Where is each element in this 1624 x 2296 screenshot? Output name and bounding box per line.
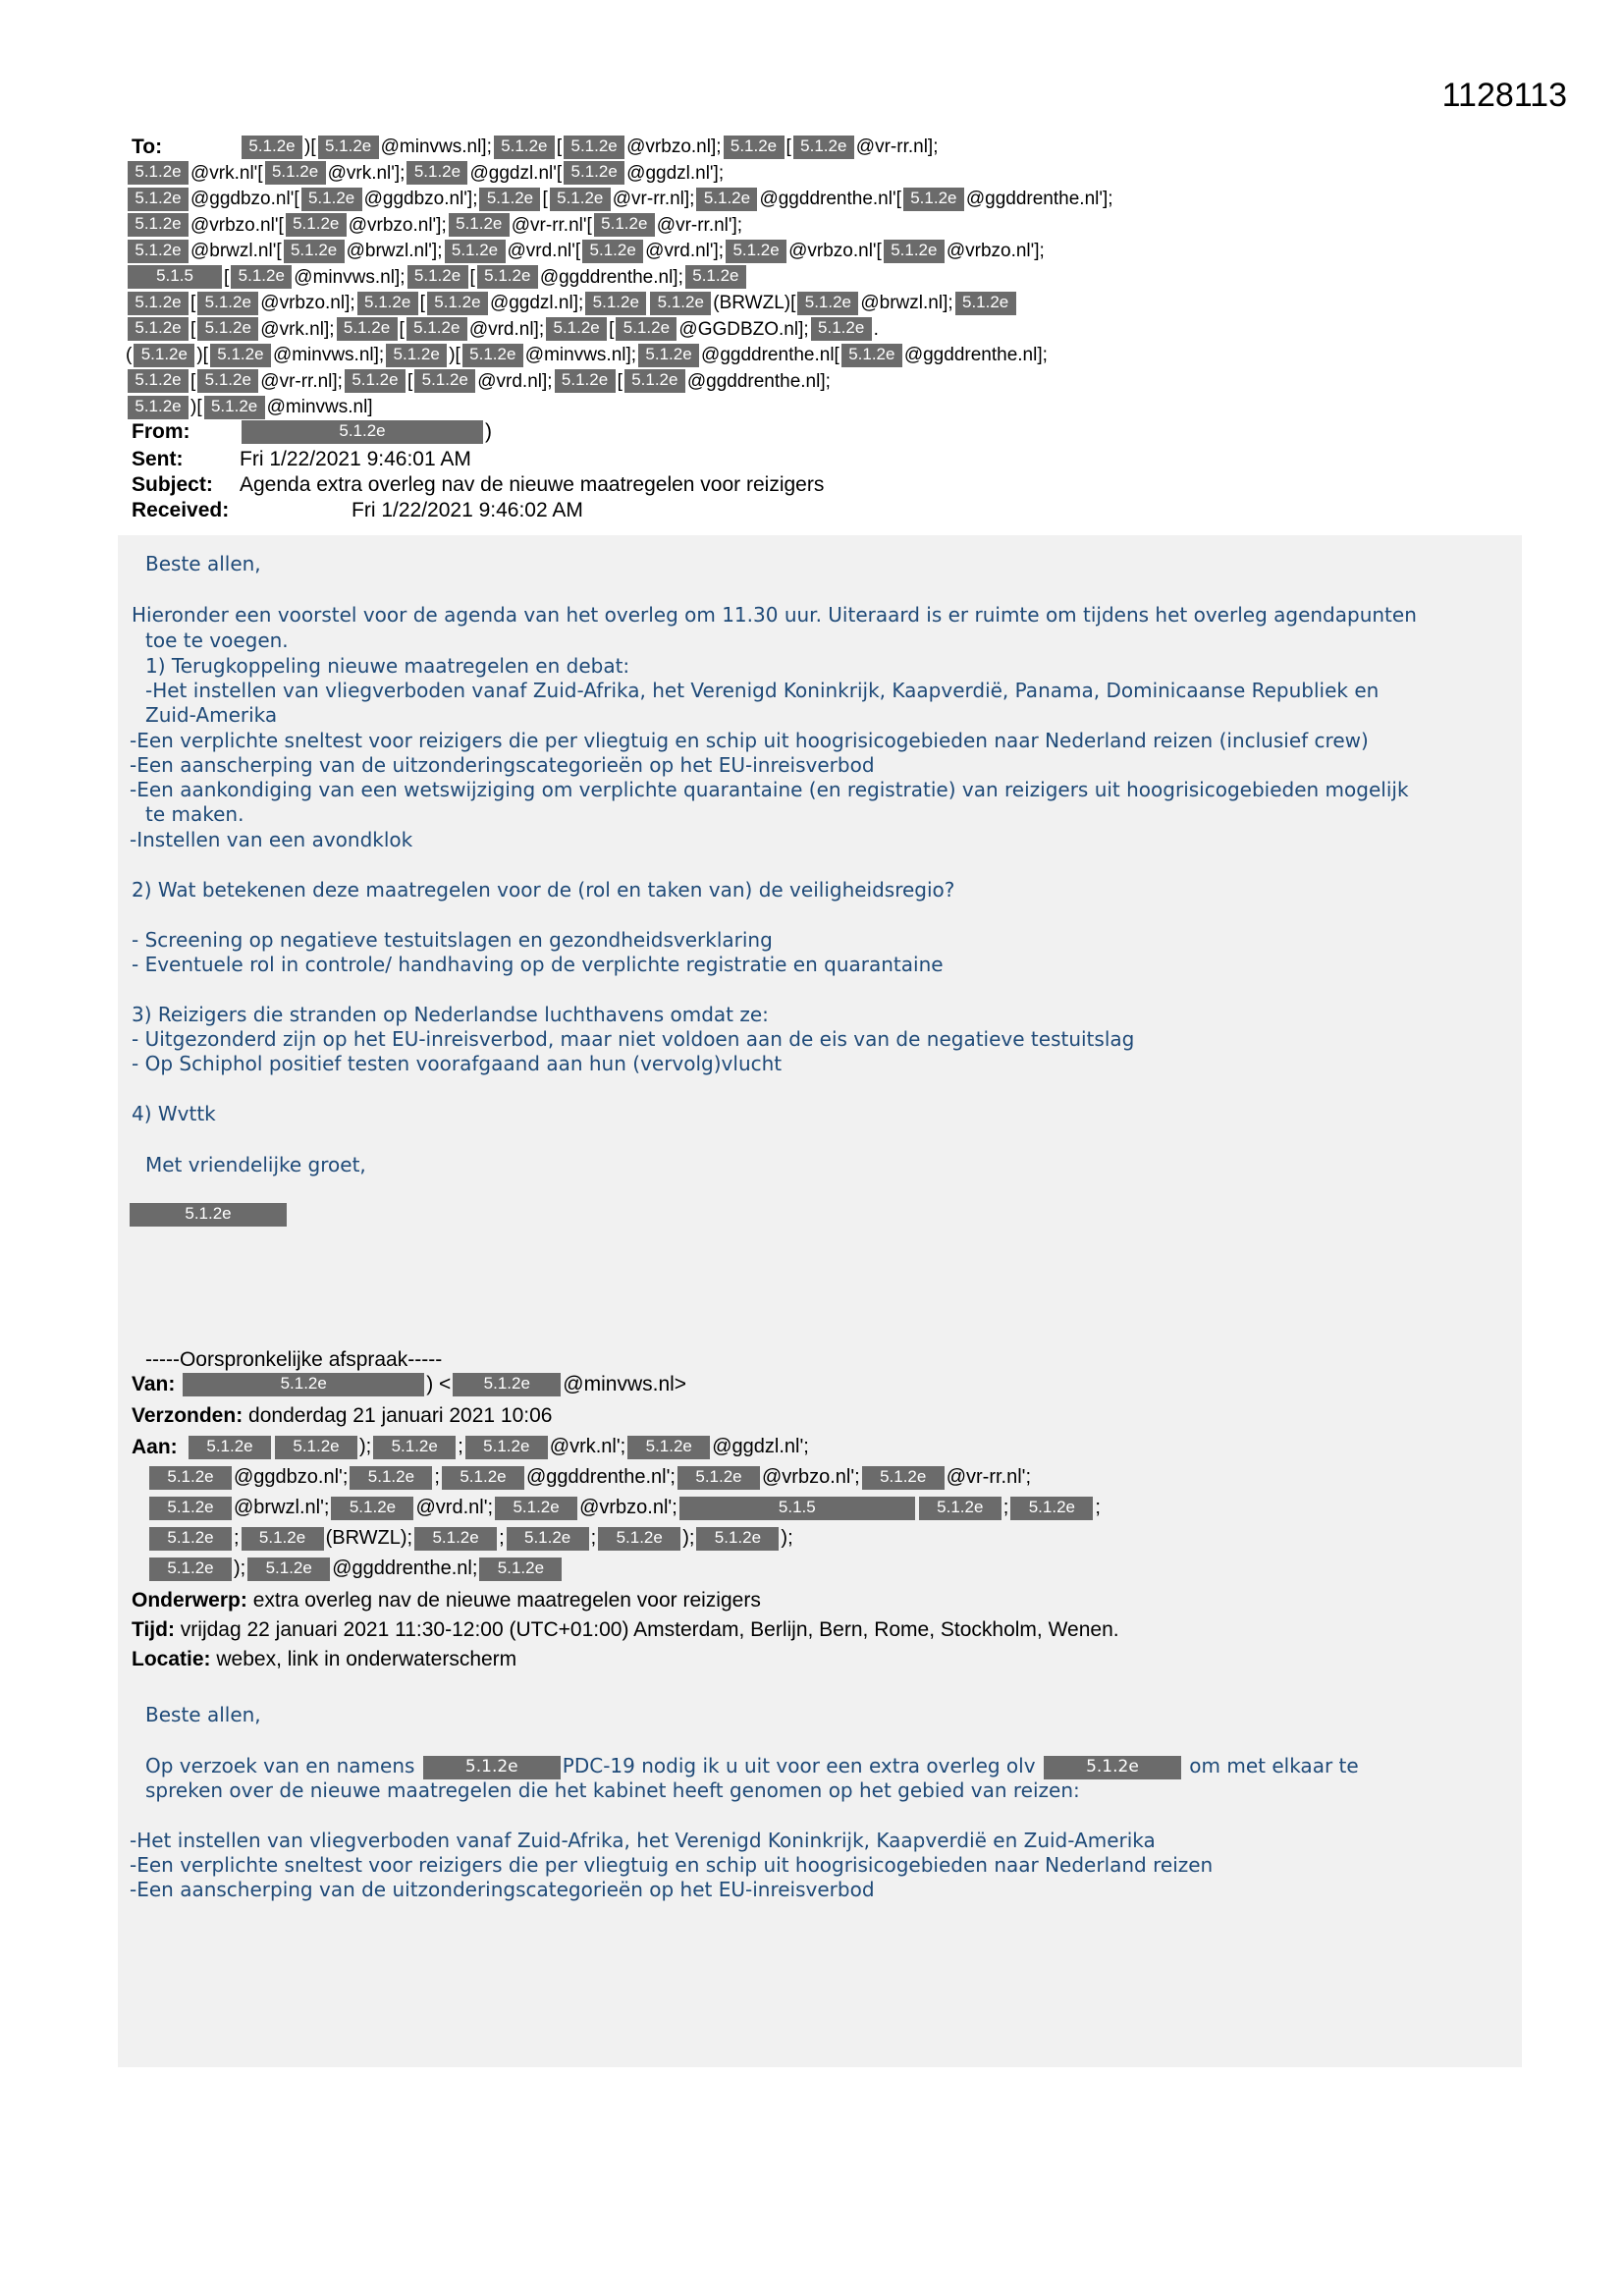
redaction: 5.1.2e: [265, 161, 326, 185]
van-mid: ) <: [426, 1373, 452, 1395]
separator: -----Oorspronkelijke afspraak-----: [145, 1348, 443, 1371]
redaction: 5.1.2e: [286, 213, 347, 237]
redaction: 5.1.2e: [445, 240, 506, 263]
recipient-text: ;: [1095, 1497, 1101, 1518]
redaction: 5.1.2e: [345, 369, 406, 393]
redaction: 5.1.2e: [406, 161, 467, 185]
recipient-text: @ggddrenthe.nl];: [686, 370, 831, 392]
recipient-text: @vrd.nl';: [415, 1497, 494, 1518]
redaction: 5.1.2e: [582, 240, 643, 263]
redaction: 5.1.2e: [331, 1497, 413, 1520]
redaction: 5.1.2e: [479, 1558, 562, 1581]
received-label: Received:: [132, 499, 230, 521]
redaction: 5.1.2e: [197, 292, 258, 315]
subject-label: Subject:: [132, 473, 213, 496]
redaction: 5.1.2e: [507, 1527, 589, 1551]
onderwerp-value: extra overleg nav de nieuwe maatregelen voor reizigers: [252, 1589, 761, 1612]
recipient-text: )[: [196, 345, 208, 365]
recipient-text: @vr-rr.nl'];: [656, 214, 743, 236]
redaction: 5.1.2e: [128, 292, 189, 315]
recipient-text: ;: [499, 1527, 505, 1549]
recipient-text: )[: [190, 397, 202, 417]
intro-line-2: toe te voegen.: [145, 629, 289, 652]
recipient-text: @vrk.nl';: [549, 1436, 626, 1457]
recipient-text: @brwzl.nl'];: [346, 241, 443, 261]
redaction: 5.1.2e: [301, 188, 362, 211]
recipient-line: [147, 1556, 564, 1581]
agenda-item-2-line: - Eventuele rol in controle/ handhaving op de verplichte registratie en quarantaine: [132, 953, 944, 976]
locatie-row: [132, 1648, 516, 1671]
redaction: 5.1.2e: [373, 1436, 456, 1459]
redaction: 5.1.2e: [414, 369, 475, 393]
measure-line: -Een aanscherping van de uitzonderingscategorieën op het EU-inreisverbod: [130, 1878, 875, 1901]
from-label: From:: [132, 420, 190, 443]
recipient-text: @vrk.nl];: [260, 318, 335, 340]
recipient-text: @ggdbzo.nl'];: [363, 189, 478, 209]
redaction: 5.1.2e: [479, 188, 540, 211]
locatie-label: Locatie:: [132, 1648, 211, 1670]
to-label: To:: [132, 136, 163, 158]
recipient-text: @vrk.nl'];: [327, 162, 406, 184]
redaction: 5.1.2e: [477, 265, 538, 289]
recipient-text: )[: [304, 137, 316, 157]
recipient-text: @vrd.nl'];: [645, 241, 725, 261]
redaction: 5.1.2e: [594, 213, 655, 237]
redaction: 5.1.2e: [442, 1466, 524, 1490]
redaction: 5.1.2e: [149, 1527, 232, 1551]
recipient-text: (BRWZL)[: [713, 293, 796, 313]
recipient-text: (BRWZL);: [325, 1527, 413, 1549]
redaction: 5.1.2e: [189, 1436, 271, 1459]
sent-label: Sent:: [132, 448, 184, 470]
recipient-line: [147, 1464, 1031, 1490]
recipient-text: @vrbzo.nl'[: [190, 214, 284, 236]
recipient-text: );: [781, 1527, 793, 1549]
agenda-item-1-line: -Een aankondiging van een wetswijziging om verplichte quarantaine (en registratie) van reizigers uit hoogrisicogebieden mogelijk: [130, 778, 1409, 801]
recipient-text: @vr-rr.nl'[: [511, 214, 592, 236]
recipient-text: [: [617, 370, 623, 392]
redaction: 5.1.2e: [128, 213, 189, 237]
redaction: 5.1.2e: [427, 292, 488, 315]
recipient-line: [126, 343, 1048, 368]
redaction: 5.1.2e: [423, 1756, 561, 1779]
invite-text: Op verzoek van en namens: [145, 1754, 415, 1777]
recipient-text: @ggdzl.nl'];: [626, 162, 725, 184]
agenda-item-2-title: 2) Wat betekenen deze maatregelen voor de (rol en taken van) de veiligheidsregio?: [132, 878, 955, 902]
recipient-text: );: [234, 1558, 246, 1579]
redaction: 5.1.2e: [811, 317, 872, 341]
invite-text: PDC-19 nodig ik u uit voor een extra overleg olv: [562, 1754, 1036, 1777]
recipient-text: @ggdzl.nl];: [489, 293, 584, 313]
recipient-text: @brwzl.nl'[: [190, 241, 282, 261]
document-number: 1128113: [1441, 77, 1567, 114]
recipient-text: @ggddrenthe.nl'];: [965, 189, 1113, 209]
received-value: Fri 1/22/2021 9:46:02 AM: [352, 499, 583, 521]
onderwerp-label: Onderwerp:: [132, 1589, 247, 1612]
recipient-text: (: [126, 345, 133, 365]
recipient-line: [187, 1434, 809, 1459]
redaction: 5.1.2e: [550, 188, 611, 211]
original-greeting: Beste allen,: [145, 1703, 261, 1726]
redaction: 5.1.2e: [275, 1436, 357, 1459]
recipient-text: ;: [1002, 1497, 1009, 1518]
sent-value: Fri 1/22/2021 9:46:01 AM: [240, 448, 471, 470]
recipient-text: @ggddrenthe.nl];: [539, 266, 683, 288]
redaction: 5.1.2e: [696, 188, 757, 211]
recipient-text: @vr-rr.nl];: [855, 137, 939, 157]
recipient-line: [126, 187, 1113, 212]
recipient-text: @vrk.nl'[: [190, 162, 263, 184]
redaction: 5.1.2e: [1010, 1497, 1093, 1520]
redaction: 5.1.2e: [465, 1436, 548, 1459]
redaction: 5.1.2e: [462, 344, 523, 367]
recipient-text: [: [469, 266, 475, 288]
redaction: 5.1.2e: [564, 136, 624, 159]
redaction: 5.1.2e: [585, 292, 646, 315]
recipient-text: [: [785, 137, 791, 157]
van-label: Van:: [132, 1373, 176, 1395]
redaction: 5.1.2e: [1044, 1756, 1181, 1779]
redaction: 5.1.2e: [650, 292, 711, 315]
recipient-text: @vrd.nl];: [468, 318, 545, 340]
recipient-text: @ggdzl.nl'[: [469, 162, 563, 184]
intro-line-1: Hieronder een voorstel voor de agenda van het overleg om 11.30 uur. Uiteraard is er ruimte om tijdens het overleg agendapunten: [132, 603, 1417, 627]
recipient-text: @brwzl.nl';: [234, 1497, 330, 1518]
redaction: 5.1.2e: [128, 317, 189, 341]
invite-line-2: spreken over de nieuwe maatregelen die het kabinet heeft genomen op het gebied van reizen:: [145, 1778, 1080, 1802]
redaction: 5.1.2e: [726, 240, 786, 263]
agenda-item-1-line: -Instellen van een avondklok: [130, 828, 413, 851]
recipient-line: [126, 161, 724, 187]
redaction: 5.1.2e: [638, 344, 699, 367]
recipient-text: )[: [449, 345, 460, 365]
invite-line-1: [145, 1754, 1359, 1779]
redaction: 5.1.2e: [862, 1466, 945, 1490]
redaction: 5.1.2e: [546, 317, 607, 341]
aan-label: Aan:: [132, 1436, 178, 1458]
redaction: 5.1.2e: [407, 265, 468, 289]
recipient-text: @vrbzo.nl';: [762, 1466, 860, 1488]
agenda-item-1-line: -Het instellen van vliegverboden vanaf Zuid-Afrika, het Verenigd Koninkrijk, Kaapverdië, Panama, Dominicaanse Republiek en: [145, 679, 1380, 702]
tijd-value: vrijdag 22 januari 2021 11:30-12:00 (UTC+01:00) Amsterdam, Berlijn, Bern, Rome, Stockholm, Wenen.: [180, 1618, 1119, 1641]
recipient-text: ;: [590, 1527, 597, 1549]
closing: Met vriendelijke groet,: [145, 1153, 366, 1176]
onderwerp-row: [132, 1589, 761, 1613]
recipient-line: [147, 1495, 1101, 1520]
recipient-text: [: [406, 370, 413, 392]
recipient-text: [: [609, 318, 615, 340]
redaction: 5.1.2e: [128, 188, 189, 211]
recipient-text: @minvws.nl]: [266, 397, 373, 417]
recipient-text: @vrbzo.nl';: [579, 1497, 677, 1518]
redaction: 5.1.2e: [284, 240, 345, 263]
redaction: 5.1.2e: [406, 317, 467, 341]
redaction: 5.1.2e: [495, 1497, 577, 1520]
recipient-text: @ggdzl.nl';: [712, 1436, 809, 1457]
measure-line: -Het instellen van vliegverboden vanaf Zuid-Afrika, het Verenigd Koninkrijk, Kaapverdië en Zuid-Amerika: [130, 1829, 1156, 1852]
recipient-text: [: [399, 318, 405, 340]
agenda-item-1-line: -Een verplichte sneltest voor reizigers die per vliegtuig en schip uit hoogrisicogebieden naar Nederland reizen (inclusief crew): [130, 729, 1369, 752]
redaction: 5.1.2e: [242, 136, 302, 159]
recipient-text: @minvws.nl];: [524, 345, 637, 365]
redaction: 5.1.2e: [242, 1527, 324, 1551]
recipient-text: @minvws.nl];: [272, 345, 385, 365]
redaction: 5.1.2e: [903, 188, 964, 211]
recipient-text: [: [542, 189, 548, 209]
recipient-text: ;: [434, 1466, 440, 1488]
recipient-text: @ggddrenthe.nl;: [332, 1558, 478, 1579]
recipient-line: [126, 291, 1018, 316]
recipient-text: [: [556, 137, 563, 157]
recipient-line: [126, 213, 742, 239]
verzonden-value: donderdag 21 januari 2021 10:06: [248, 1404, 553, 1427]
redaction: 5.1.2e: [453, 1373, 561, 1396]
redaction: 5.1.2e: [696, 1527, 779, 1551]
recipient-text: );: [359, 1436, 372, 1457]
redaction: 5.1.2e: [793, 136, 854, 159]
recipient-line: [147, 1525, 793, 1551]
redaction: 5.1.5: [679, 1497, 915, 1520]
recipient-line: [126, 395, 373, 420]
redaction: 5.1.2e: [183, 1373, 424, 1396]
recipient-text: @minvws.nl];: [380, 137, 492, 157]
recipient-text: @ggddrenthe.nl';: [525, 1466, 676, 1488]
redaction: 5.1.2e: [128, 369, 189, 393]
recipient-text: [: [224, 266, 230, 288]
redaction: 5.1.2e: [797, 292, 858, 315]
redaction: 5.1.2e: [128, 240, 189, 263]
redaction: 5.1.2e: [231, 265, 292, 289]
redaction: 5.1.2e: [357, 292, 418, 315]
email-page: [118, 123, 1522, 1949]
recipient-line: [126, 239, 1045, 264]
redaction: 5.1.2e: [955, 292, 1016, 315]
redaction: 5.1.2e: [685, 265, 746, 289]
agenda-item-3-line: - Uitgezonderd zijn op het EU-inreisverbod, maar niet voldoen aan de eis van de negatieve testuitslag: [132, 1027, 1135, 1051]
recipient-text: @vr-rr.nl';: [946, 1466, 1032, 1488]
redaction: 5.1.2e: [414, 1527, 497, 1551]
verzonden-row: [132, 1404, 552, 1428]
tijd-label: Tijd:: [132, 1618, 175, 1641]
redaction: 5.1.2e: [841, 344, 902, 367]
redaction: 5.1.5: [128, 265, 222, 289]
redaction: 5.1.2e: [616, 317, 677, 341]
verzonden-label: Verzonden:: [132, 1404, 244, 1427]
redaction: 5.1.2e: [128, 396, 189, 419]
recipient-line: [126, 317, 879, 343]
redaction: 5.1.2e: [884, 240, 945, 263]
agenda-item-4: 4) Wvttk: [132, 1102, 216, 1125]
redaction: 5.1.2e: [598, 1527, 680, 1551]
redaction: 5.1.2e: [210, 344, 271, 367]
redaction: 5.1.2e: [564, 161, 624, 185]
recipient-line: [126, 265, 748, 291]
agenda-item-3-title: 3) Reizigers die stranden op Nederlandse luchthavens omdat ze:: [132, 1003, 769, 1026]
recipient-text: @vrbzo.nl'];: [348, 214, 447, 236]
greeting: Beste allen,: [145, 552, 261, 575]
recipient-text: @vrd.nl'[: [507, 241, 581, 261]
recipient-text: [: [190, 318, 196, 340]
recipient-text: @ggdbzo.nl';: [234, 1466, 349, 1488]
agenda-item-1-line: Zuid-Amerika: [145, 703, 278, 727]
recipient-text: [: [190, 370, 196, 392]
redaction: 5.1.2e: [724, 136, 785, 159]
redaction: 5.1.2e: [149, 1466, 232, 1490]
recipient-text: ;: [458, 1436, 463, 1457]
agenda-item-1-line: te maken.: [145, 802, 244, 826]
redaction: 5.1.2e: [128, 161, 189, 185]
redaction: 5.1.2e: [204, 396, 265, 419]
recipient-text: @vr-rr.nl];: [612, 189, 695, 209]
redaction: 5.1.2e: [494, 136, 555, 159]
redaction: 5.1.2e: [350, 1466, 432, 1490]
recipient-text: @minvws.nl];: [294, 266, 406, 288]
redaction: 5.1.2e: [197, 317, 258, 341]
recipient-text: @ggdbzo.nl'[: [190, 189, 299, 209]
redaction: 5.1.2e: [247, 1558, 330, 1581]
redaction: 5.1.2e: [134, 344, 194, 367]
locatie-value: webex, link in onderwaterscherm: [216, 1648, 517, 1670]
van-row: [132, 1373, 686, 1396]
agenda-item-2-line: - Screening op negatieve testuitslagen en gezondheidsverklaring: [132, 928, 773, 952]
redaction: 5.1.2e: [449, 213, 510, 237]
redaction: 5.1.2e: [149, 1497, 232, 1520]
invite-text: om met elkaar te: [1189, 1754, 1359, 1777]
recipient-text: @GGDBZO.nl];: [678, 318, 809, 340]
redaction: 5.1.2e: [337, 317, 398, 341]
recipient-text: [: [419, 293, 425, 313]
recipient-text: @ggddrenthe.nl[: [701, 345, 839, 365]
recipient-text: @vrbzo.nl'[: [788, 241, 882, 261]
recipient-text: @vr-rr.nl];: [260, 370, 343, 392]
recipient-text: ;: [234, 1527, 240, 1549]
email-header: [118, 123, 1522, 530]
measure-line: -Een verplichte sneltest voor reizigers die per vliegtuig en schip uit hoogrisicogebieden naar Nederland reizen: [130, 1853, 1214, 1877]
redaction: 5.1.2e: [627, 1436, 710, 1459]
recipient-text: .: [873, 318, 879, 340]
recipient-text: @vrbzo.nl];: [626, 137, 722, 157]
redaction: 5.1.2e: [386, 344, 447, 367]
agenda-item-1-line: -Een aanscherping van de uitzonderingscategorieën op het EU-inreisverbod: [130, 753, 875, 777]
recipient-line: [240, 135, 938, 160]
recipient-text: );: [682, 1527, 695, 1549]
agenda-item-3-line: - Op Schiphol positief testen voorafgaand aan hun (vervolg)vlucht: [132, 1052, 783, 1075]
van-suffix: @minvws.nl>: [563, 1373, 687, 1395]
recipient-line: [126, 369, 831, 395]
redaction: 5.1.2e: [197, 369, 258, 393]
redaction: 5.1.2e: [318, 136, 379, 159]
recipient-text: @ggddrenthe.nl];: [903, 345, 1048, 365]
from-suffix: ): [485, 420, 492, 443]
redaction: 5.1.2e: [624, 369, 685, 393]
redaction: 5.1.2e: [242, 420, 483, 444]
redaction: 5.1.2e: [919, 1497, 1001, 1520]
recipient-text: @brwzl.nl];: [860, 293, 953, 313]
recipient-text: [: [190, 293, 196, 313]
recipient-text: @vrd.nl];: [477, 370, 553, 392]
tijd-row: [132, 1618, 1119, 1642]
recipient-text: @ggddrenthe.nl'[: [759, 189, 901, 209]
signature-redaction: 5.1.2e: [130, 1203, 287, 1227]
redaction: 5.1.2e: [677, 1466, 760, 1490]
recipient-text: @vrbzo.nl];: [260, 293, 355, 313]
subject-value: Agenda extra overleg nav de nieuwe maatregelen voor reizigers: [240, 473, 825, 496]
recipient-text: @vrbzo.nl'];: [946, 241, 1045, 261]
redaction: 5.1.2e: [555, 369, 616, 393]
redaction: 5.1.2e: [149, 1558, 232, 1581]
agenda-item-1-title: 1) Terugkoppeling nieuwe maatregelen en debat:: [145, 654, 630, 678]
